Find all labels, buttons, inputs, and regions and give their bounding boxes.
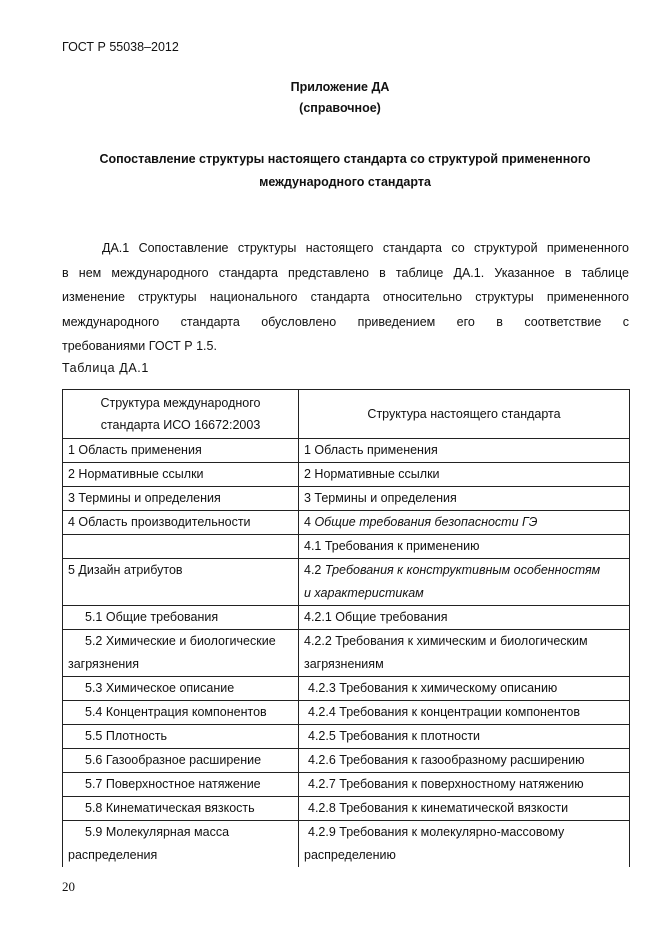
cell-line: 5 Дизайн атрибутов	[68, 563, 183, 577]
cell-line: загрязнениям	[304, 657, 384, 671]
comparison-table	[62, 389, 630, 867]
cell-line: 2 Нормативные ссылки	[68, 467, 204, 481]
cell-line: 4.1 Требования к применению	[304, 539, 480, 553]
cell-line: 4.2.5 Требования к плотности	[308, 729, 481, 743]
cell-national	[299, 630, 630, 677]
cell-line: распределению	[304, 848, 396, 862]
paragraph-line: требованиями ГОСТ Р 1.5.	[62, 339, 217, 353]
cell-national	[299, 821, 630, 868]
cell-line: 5.8 Кинематическая вязкость	[85, 801, 255, 815]
cell-line: 5.6 Газообразное расширение	[85, 753, 262, 767]
standard-header: ГОСТ Р 55038–2012	[62, 40, 179, 54]
cell-line: 3 Термины и определения	[68, 491, 221, 505]
cell-international	[63, 606, 299, 630]
table-row	[63, 821, 630, 868]
cell-international	[63, 487, 299, 511]
table-row	[63, 487, 630, 511]
body-paragraph	[62, 236, 629, 359]
cell-international	[63, 630, 299, 677]
table-caption: Таблица ДА.1	[62, 361, 149, 375]
cell-line: 5.4 Концентрация компонентов	[85, 705, 267, 719]
clause-title: Требования к конструктивным особенностям	[324, 563, 601, 577]
clause-title: и характеристикам	[304, 586, 424, 600]
cell-national	[299, 797, 630, 821]
cell-line: 3 Термины и определения	[304, 491, 457, 505]
cell-national	[299, 487, 630, 511]
table-header-row	[63, 390, 630, 439]
cell-national	[299, 511, 630, 535]
cell-international	[63, 439, 299, 463]
heading-line: Сопоставление структуры настоящего стандарта со структурой примененного	[99, 152, 591, 166]
section-heading	[60, 148, 630, 194]
cell-line: 5.3 Химическое описание	[85, 681, 235, 695]
cell-line: 4.2.7 Требования к поверхностному натяжению	[308, 777, 584, 791]
table-row	[63, 630, 630, 677]
table-row	[63, 701, 630, 725]
cell-national	[299, 725, 630, 749]
table-row	[63, 749, 630, 773]
table-row	[63, 511, 630, 535]
header-line: Структура международного	[100, 396, 261, 410]
cell-national	[299, 606, 630, 630]
cell-international	[63, 677, 299, 701]
cell-line: 4.2.1 Общие требования	[304, 610, 448, 624]
appendix-title: Приложение ДА	[290, 80, 390, 94]
paragraph-line: в нем международного стандарта представлено в таблице ДА.1. Указанное в таблице	[62, 265, 629, 280]
cell-national	[299, 773, 630, 797]
cell-line: 4.2.6 Требования к газообразному расширению	[308, 753, 585, 767]
clause-title: Общие требования безопасности ГЭ	[314, 515, 538, 529]
cell-line	[304, 511, 624, 534]
cell-national	[299, 749, 630, 773]
cell-line: 4 Область производительности	[68, 515, 251, 529]
clause-number: 4.2	[304, 563, 322, 577]
table-row	[63, 606, 630, 630]
cell-national	[299, 463, 630, 487]
cell-line	[304, 582, 624, 605]
table-row	[63, 773, 630, 797]
cell-international	[63, 797, 299, 821]
cell-line: 5.2 Химические и биологические	[85, 634, 276, 648]
cell-line	[304, 559, 624, 582]
cell-line: 1 Область применения	[304, 443, 438, 457]
column-header-national: Структура настоящего стандарта	[299, 390, 630, 439]
cell-line: 4.2.4 Требования к концентрации компонентов	[308, 705, 580, 719]
table-row	[63, 725, 630, 749]
cell-national	[299, 535, 630, 559]
cell-line: распределения	[68, 848, 158, 862]
cell-international	[63, 511, 299, 535]
cell-international	[63, 535, 299, 559]
cell-international	[63, 725, 299, 749]
table-row	[63, 677, 630, 701]
paragraph-line: ДА.1 Сопоставление структуры настоящего стандарта со структурой примененного	[102, 241, 629, 255]
table-row	[63, 439, 630, 463]
table-row	[63, 559, 630, 606]
cell-international	[63, 701, 299, 725]
cell-line: 5.7 Поверхностное натяжение	[85, 777, 261, 791]
cell-line: 5.1 Общие требования	[85, 610, 219, 624]
cell-national	[299, 559, 630, 606]
paragraph-line: международного стандарта обусловлено приведением его в соответствие с	[62, 314, 629, 329]
table-row	[63, 463, 630, 487]
cell-international	[63, 749, 299, 773]
cell-line: 5.5 Плотность	[85, 729, 168, 743]
cell-line: 4.2.9 Требования к молекулярно-массовому	[308, 825, 565, 839]
cell-line: загрязнения	[68, 657, 140, 671]
cell-line: 4.2.2 Требования к химическим и биологическим	[304, 634, 588, 648]
cell-line: 1 Область применения	[68, 443, 202, 457]
clause-number: 4	[304, 515, 311, 529]
cell-international	[63, 773, 299, 797]
cell-national	[299, 439, 630, 463]
cell-line: 5.9 Молекулярная масса	[85, 825, 230, 839]
cell-line	[68, 535, 293, 558]
cell-line: 2 Нормативные ссылки	[304, 467, 440, 481]
paragraph-line: изменение структуры национального стандарта относительно структуры примененного	[62, 290, 629, 304]
cell-international	[63, 559, 299, 606]
cell-international	[63, 821, 299, 868]
header-line: стандарта ИСО 16672:2003	[100, 418, 261, 432]
table-row	[63, 797, 630, 821]
cell-national	[299, 701, 630, 725]
page-number: 20	[62, 879, 75, 894]
appendix-subtitle: (справочное)	[299, 101, 381, 115]
cell-international	[63, 463, 299, 487]
heading-line: международного стандарта	[259, 175, 431, 189]
cell-line: 4.2.3 Требования к химическому описанию	[308, 681, 558, 695]
cell-national	[299, 677, 630, 701]
table-row	[63, 535, 630, 559]
cell-line: 4.2.8 Требования к кинематической вязкости	[308, 801, 569, 815]
column-header-international	[63, 390, 299, 439]
